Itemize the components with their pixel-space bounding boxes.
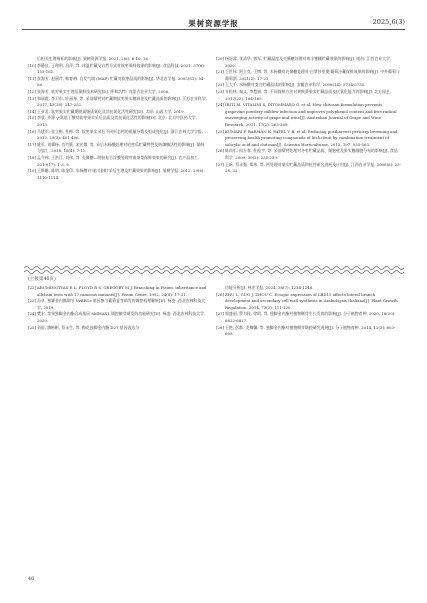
page-header [22, 18, 405, 34]
reference-item: [22] ARUMINGTYAS E L, FLOYD R S, GREGORY M J. Branching in Pisum: inheritance and allelism tests with 17 ramosus mutants[J]. Pisum Genet, 1992, 24(8): 17-31. [28, 285, 207, 297]
reference-item: 功能分析[J]. 林业学报, 2024, 38(7): 1234-1248. [225, 285, 314, 290]
reference-item: [11] 张海芳, 赵丽芹, 韩育梅. 自发气调 (MAP) 贮藏对软枣品质的影响[J]. 华北农学报, 2005(S1): 54-56. [28, 75, 205, 88]
wave-line-upper [24, 267, 404, 270]
reference-item: [14] 王亚君. 软枣果实贮藏期脱氧脂质氧化及其抗氧化活性研究[D]. 太原: 山西大学, 2019. [28, 108, 185, 114]
reference-item: [20] 杨舒睿, 张清华, 郭军. 贮藏温度及壳聚糖处理对南丰蜜橘贮藏效果的影响[J]. 南昌: 江西农业大学, 2020. [216, 56, 392, 68]
reference-item: [27] 王新, 蔡永强, 郑伟, 等. 钙处理对果实贮藏品质和抗性研究进展及应用[J]. 江西农业学报, 2008(8): 25-28, 32. [216, 161, 401, 174]
references-bottom-left [28, 285, 208, 331]
reference-item: [19] 王斯姗, 陈明, 陈金印. 水杨酸对'遂川金柑'采后生理及贮藏效果的影响[J]. 果树学报, 2012, 29(6): 1110-1114. [28, 168, 205, 180]
reference-item: [22] 王大千. 水杨酸对茭白贮藏品质的影响[J]. 安徽农业科学, 2008(14): 5734-5735. [216, 82, 366, 88]
reference-item: [21] 王世伟, 阿立克, 王博, 等. 水杨酸对壳聚糖处理对'白罗莎里奥'葡萄冷藏保鲜效果的影响[J]. 中外葡萄与葡萄酒, 2021(2): 17-21. [216, 69, 400, 81]
reference-item: [24] IRITI M, VITALINI S, DITOMMASO G, et al. New chitosan formulation prevents grapevine powdery mildew infection and improves polyphenol content and free radical scavenging activity of grape and wine[J]. Australian Journal of Grape and Wine Research, 2011, 17(2): 263-269. [216, 102, 397, 127]
reference-item: [25] 刘苗, 腾彬彬, 蔡永生, 等. 梅花独脚金内酯 D27 基因表达与 [28, 324, 140, 330]
wave-line-lower [24, 271, 404, 274]
reference-item: [18] 孟令伟, 王洪江, 刘伟, 等. 壳聚糖—明胶复合涂膜处理对南果梨保鲜效果的研究[J]. 农产品加工, 2019(17): 1-3, 9. [28, 154, 200, 167]
issue-number: 2025,6(3) [372, 18, 405, 26]
references-top-right [216, 56, 401, 175]
reference-item: [16] 马建军, 张立彬, 杜彬, 等. 软枣果实采后不同形态钙的质量分数及组成变化[J]. 浙江农林大学学报, 2012, 29(3): 401-406. [28, 128, 204, 141]
reference-item: [12] 张海芳. 软枣果实生理及保鲜技术研究[D]. 呼和浩特: 内蒙古农业大学, 2006. [28, 88, 170, 94]
reference-item: [26] 陈尚军, 何方春, 杜振宇, 等. 采前喷钙处理对冬枣贮藏品质、细胞壁及果实膜细胞分布的影响[J]. 食品科学, 2009, 30(2): 235-239. [216, 148, 398, 160]
reference-item: [10] 李静仪, 王理明, 昌萍, 等. 冰温贮藏及自然方式对软枣保鲜效果的影响[J]. 食品科技, 2021, 37(6): 155-161. [28, 62, 206, 75]
wavy-separator [24, 264, 404, 276]
reference-item: [23] 辛松林, 秦文, 李慧娟, 等. 不同保鲜方法对黄秋葵果实贮藏品质及抗氧化能力的影响[J]. 北方园艺, 2017(23): 164-169. [216, 88, 392, 101]
references-bottom-right [216, 285, 401, 338]
reference-item: [25] KUMARI P, BARMAN K, PATEL V B, et al. Reducing postharvest pericarp browning and preserving health promoting compounds of litchi fruit by combination treatment of salicylic acid and chitosan[J]. Scientia Horticulturae, 2015, 197: 555-563. [216, 128, 398, 147]
reference-item: [17] 姚军, 刘冀杨, 肖竹簌, 宋宏微, 等. 采后水杨酸处理对哈密瓜贮藏特性及防御酶活性的影响[J]. 保鲜与加工, 2018, 18(4): 7-11. [28, 141, 205, 154]
reference-item: [15] 李欣. 外源 γ-氨基丁酸对软枣果实采后品质及其抗氧化活性的影响[D]. 北京: 北京中医药大学, 2013. [28, 115, 197, 127]
reference-item: [24] 樊宏. 苹果独脚金内酯合成基因 MdMAX1 调控腋芽萌发的功能研究[D]. 杨凌: 西北农林科技大学, 2020. [28, 311, 206, 323]
reference-item: [28] 王艳, 彭都, 龙梅馨, 等. 独脚金内酯对植物侧芽调控研究进展[J]. 分子植物育种, 2014, 12(3): 603-609. [216, 324, 396, 337]
continuation-note: (上接第40页) [28, 277, 56, 282]
reference-item: 后相关生理指标的影响[J]. 果树资源学报, 2021, 2(6): 6-10, 16. [37, 56, 150, 61]
reference-item: [27] 郭盛丽, 罗为枝, 徐明, 等. 独脚金内酯对植物侧芽生长发育的影响[J]. 分子植物育种, 2020, 18(20): 6822-6827. [216, 311, 396, 323]
references-top-left [28, 56, 208, 181]
page-number: 46 [28, 576, 35, 582]
reference-item: [13] 和丽霞, 李卫东, 叶丽琴, 等. 采前喷钙对贮藏期软枣果实膜衰老及贮藏品质的影响[J]. 江苏农业科学, 2017, 45(18): 247-252. [28, 95, 207, 108]
reference-item: [23] 冯卓. 独脚金内酯调节 VvBRCs 基因参与葡萄夏芽萌发的调控机理解析[D]. 杨凌: 西北农林科技大学, 2019. [28, 298, 206, 310]
header-rule [22, 29, 405, 30]
journal-name: 果树资源学报 [188, 19, 239, 28]
reference-item: [26] ZHU L, GUO J, ZHOU C. Ectopic expression of LBD15 affects lateral branch development and secondary cell wall synthesis in Arabidopsis thaliana[J]. Plant Growth Regulation, 2014, 73(2): 111-120. [216, 291, 398, 310]
